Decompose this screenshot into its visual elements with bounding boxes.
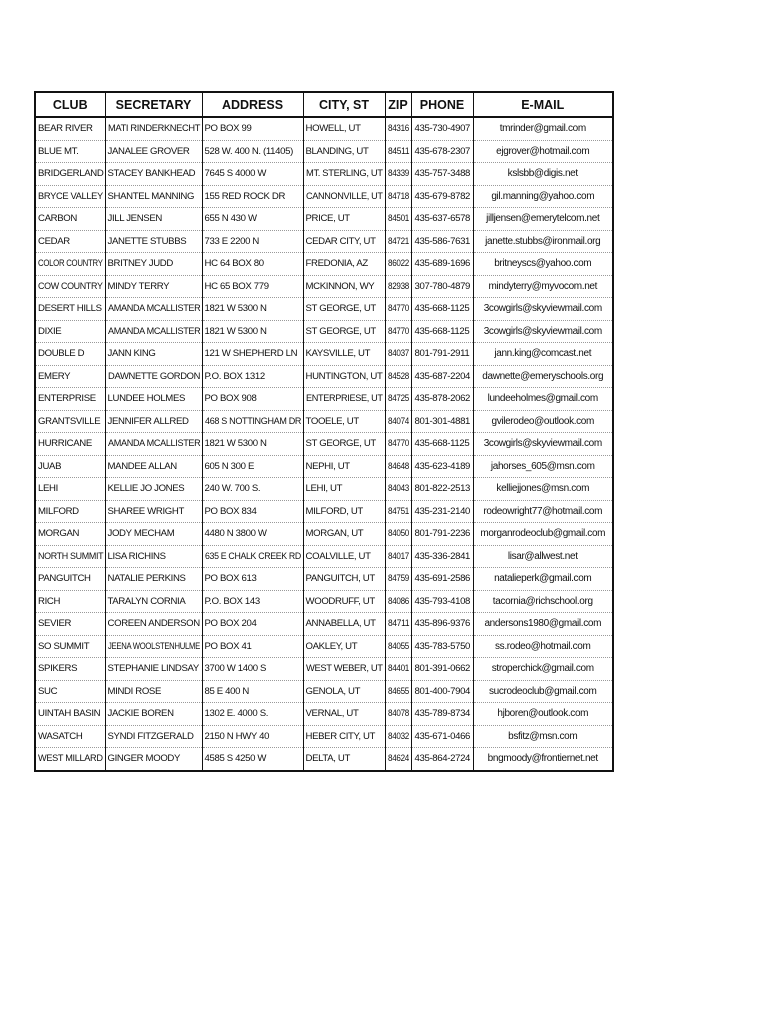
club-directory-table	[34, 91, 614, 772]
cell-club: BRYCE VALLEY	[35, 185, 105, 208]
cell-zip: 84511	[385, 140, 411, 163]
cell-email: 3cowgirls@skyviewmail.com	[473, 433, 613, 456]
cell-secretary: STEPHANIE LINDSAY	[105, 658, 202, 681]
cell-club: CEDAR	[35, 230, 105, 253]
cell-email: jann.king@comcast.net	[473, 343, 613, 366]
cell-email: ss.rodeo@hotmail.com	[473, 635, 613, 658]
cell-city-st: TOOELE, UT	[303, 410, 385, 433]
cell-address: 240 W. 700 S.	[202, 478, 303, 501]
cell-secretary: BRITNEY JUDD	[105, 253, 202, 276]
table-row	[35, 388, 613, 411]
cell-city-st: ST GEORGE, UT	[303, 320, 385, 343]
cell-club: SUC	[35, 680, 105, 703]
cell-address: 1821 W 5300 N	[202, 320, 303, 343]
cell-phone: 435-586-7631	[411, 230, 473, 253]
cell-zip: 84339	[385, 163, 411, 186]
table-row	[35, 590, 613, 613]
cell-phone: 435-789-8734	[411, 703, 473, 726]
cell-phone: 435-783-5750	[411, 635, 473, 658]
cell-phone: 435-671-0466	[411, 725, 473, 748]
cell-zip: 84017	[385, 545, 411, 568]
cell-email: rodeowright77@hotmail.com	[473, 500, 613, 523]
cell-city-st: LEHI, UT	[303, 478, 385, 501]
cell-secretary: SHAREE WRIGHT	[105, 500, 202, 523]
column-header-address: ADDRESS	[202, 92, 303, 117]
cell-zip: 84770	[385, 320, 411, 343]
cell-city-st: GENOLA, UT	[303, 680, 385, 703]
cell-club: HURRICANE	[35, 433, 105, 456]
table-row	[35, 635, 613, 658]
cell-city-st: CANNONVILLE, UT	[303, 185, 385, 208]
cell-club: SO SUMMIT	[35, 635, 105, 658]
cell-email: jilljensen@emerytelcom.net	[473, 208, 613, 231]
cell-secretary: JODY MECHAM	[105, 523, 202, 546]
cell-zip: 84086	[385, 590, 411, 613]
cell-zip: 84711	[385, 613, 411, 636]
table-row	[35, 140, 613, 163]
cell-secretary: JANETTE STUBBS	[105, 230, 202, 253]
cell-email: lisar@allwest.net	[473, 545, 613, 568]
cell-phone: 435-691-2586	[411, 568, 473, 591]
cell-secretary: MANDEE ALLAN	[105, 455, 202, 478]
table-row	[35, 298, 613, 321]
cell-phone: 801-822-2513	[411, 478, 473, 501]
cell-address: PO BOX 204	[202, 613, 303, 636]
cell-phone: 435-689-1696	[411, 253, 473, 276]
cell-zip: 84055	[385, 635, 411, 658]
cell-phone: 435-757-3488	[411, 163, 473, 186]
cell-secretary: JANN KING	[105, 343, 202, 366]
cell-email: morganrodeoclub@gmail.com	[473, 523, 613, 546]
cell-club: DESERT HILLS	[35, 298, 105, 321]
cell-secretary: MINDI ROSE	[105, 680, 202, 703]
table-row	[35, 185, 613, 208]
cell-address: P.O. BOX 1312	[202, 365, 303, 388]
cell-address: 635 E CHALK CREEK RD	[202, 545, 303, 568]
cell-zip: 84316	[385, 117, 411, 140]
cell-secretary: SHANTEL MANNING	[105, 185, 202, 208]
cell-address: 655 N 430 W	[202, 208, 303, 231]
table-row	[35, 163, 613, 186]
table-row	[35, 613, 613, 636]
cell-phone: 435-878-2062	[411, 388, 473, 411]
table-row	[35, 545, 613, 568]
table-row	[35, 703, 613, 726]
cell-secretary: TARALYN CORNIA	[105, 590, 202, 613]
cell-club: SEVIER	[35, 613, 105, 636]
cell-city-st: COALVILLE, UT	[303, 545, 385, 568]
cell-zip: 84648	[385, 455, 411, 478]
cell-phone: 801-301-4881	[411, 410, 473, 433]
table-row	[35, 658, 613, 681]
cell-address: 1821 W 5300 N	[202, 433, 303, 456]
cell-phone: 801-791-2911	[411, 343, 473, 366]
cell-secretary: SYNDI FITZGERALD	[105, 725, 202, 748]
cell-phone: 435-687-2204	[411, 365, 473, 388]
cell-club: BLUE MT.	[35, 140, 105, 163]
cell-address: P.O. BOX 143	[202, 590, 303, 613]
table-row	[35, 568, 613, 591]
cell-email: lundeeholmes@gmail.com	[473, 388, 613, 411]
column-header-email: E-MAIL	[473, 92, 613, 117]
cell-email: 3cowgirls@skyviewmail.com	[473, 298, 613, 321]
cell-secretary: DAWNETTE GORDON	[105, 365, 202, 388]
table-row	[35, 275, 613, 298]
cell-email: hjboren@outlook.com	[473, 703, 613, 726]
cell-club: EMERY	[35, 365, 105, 388]
table-header-row	[35, 92, 613, 117]
cell-zip: 84074	[385, 410, 411, 433]
cell-club: PANGUITCH	[35, 568, 105, 591]
cell-email: kslsbb@digis.net	[473, 163, 613, 186]
cell-club: NORTH SUMMIT	[35, 545, 105, 568]
cell-city-st: OAKLEY, UT	[303, 635, 385, 658]
cell-club: COLOR COUNTRY	[35, 253, 105, 276]
cell-email: ejgrover@hotmail.com	[473, 140, 613, 163]
cell-secretary: JEENA WOOLSTENHULME	[105, 635, 202, 658]
table-row	[35, 433, 613, 456]
table-row	[35, 725, 613, 748]
cell-zip: 86022	[385, 253, 411, 276]
cell-phone: 435-623-4189	[411, 455, 473, 478]
cell-address: 121 W SHEPHERD LN	[202, 343, 303, 366]
cell-phone: 801-791-2236	[411, 523, 473, 546]
cell-city-st: WEST WEBER, UT	[303, 658, 385, 681]
cell-city-st: MILFORD, UT	[303, 500, 385, 523]
cell-address: 1302 E. 4000 S.	[202, 703, 303, 726]
table-row	[35, 500, 613, 523]
club-directory-sheet	[34, 91, 612, 772]
cell-club: WASATCH	[35, 725, 105, 748]
cell-club: BEAR RIVER	[35, 117, 105, 140]
cell-address: 2150 N HWY 40	[202, 725, 303, 748]
cell-email: 3cowgirls@skyviewmail.com	[473, 320, 613, 343]
cell-secretary: MATI RINDERKNECHT	[105, 117, 202, 140]
cell-club: LEHI	[35, 478, 105, 501]
cell-address: 4585 S 4250 W	[202, 748, 303, 771]
cell-address: 155 RED ROCK DR	[202, 185, 303, 208]
cell-secretary: AMANDA MCALLISTER	[105, 320, 202, 343]
cell-email: sucrodeoclub@gmail.com	[473, 680, 613, 703]
table-row	[35, 680, 613, 703]
cell-email: britneyscs@yahoo.com	[473, 253, 613, 276]
cell-email: dawnette@emeryschools.org	[473, 365, 613, 388]
column-header-phone: PHONE	[411, 92, 473, 117]
cell-address: PO BOX 41	[202, 635, 303, 658]
cell-zip: 84718	[385, 185, 411, 208]
cell-secretary: NATALIE PERKINS	[105, 568, 202, 591]
cell-email: janette.stubbs@ironmail.org	[473, 230, 613, 253]
cell-phone: 435-668-1125	[411, 320, 473, 343]
cell-secretary: COREEN ANDERSON	[105, 613, 202, 636]
cell-club: BRIDGERLAND	[35, 163, 105, 186]
table-row	[35, 365, 613, 388]
cell-zip: 84770	[385, 433, 411, 456]
cell-club: MORGAN	[35, 523, 105, 546]
cell-zip: 84759	[385, 568, 411, 591]
cell-address: 85 E 400 N	[202, 680, 303, 703]
cell-city-st: HOWELL, UT	[303, 117, 385, 140]
cell-secretary: JENNIFER ALLRED	[105, 410, 202, 433]
cell-city-st: HUNTINGTON, UT	[303, 365, 385, 388]
table-row	[35, 343, 613, 366]
cell-city-st: DELTA, UT	[303, 748, 385, 771]
cell-city-st: PRICE, UT	[303, 208, 385, 231]
cell-phone: 801-400-7904	[411, 680, 473, 703]
cell-email: bsfitz@msn.com	[473, 725, 613, 748]
cell-zip: 84050	[385, 523, 411, 546]
table-row	[35, 230, 613, 253]
cell-zip: 84725	[385, 388, 411, 411]
cell-address: 605 N 300 E	[202, 455, 303, 478]
cell-secretary: KELLIE JO JONES	[105, 478, 202, 501]
cell-club: RICH	[35, 590, 105, 613]
cell-phone: 435-637-6578	[411, 208, 473, 231]
cell-address: PO BOX 834	[202, 500, 303, 523]
cell-email: gil.manning@yahoo.com	[473, 185, 613, 208]
cell-zip: 84037	[385, 343, 411, 366]
table-row	[35, 410, 613, 433]
cell-city-st: ST GEORGE, UT	[303, 298, 385, 321]
cell-phone: 307-780-4879	[411, 275, 473, 298]
cell-email: tmrinder@gmail.com	[473, 117, 613, 140]
cell-city-st: NEPHI, UT	[303, 455, 385, 478]
cell-club: GRANTSVILLE	[35, 410, 105, 433]
cell-city-st: VERNAL, UT	[303, 703, 385, 726]
cell-zip: 84401	[385, 658, 411, 681]
cell-email: natalieperk@gmail.com	[473, 568, 613, 591]
cell-address: 7645 S 4000 W	[202, 163, 303, 186]
cell-email: bngmoody@frontiernet.net	[473, 748, 613, 771]
cell-phone: 435-793-4108	[411, 590, 473, 613]
table-row	[35, 117, 613, 140]
cell-phone: 435-896-9376	[411, 613, 473, 636]
cell-phone: 435-679-8782	[411, 185, 473, 208]
cell-email: kelliejjones@msn.com	[473, 478, 613, 501]
cell-zip: 84043	[385, 478, 411, 501]
cell-zip: 84078	[385, 703, 411, 726]
cell-club: DIXIE	[35, 320, 105, 343]
table-row	[35, 748, 613, 771]
cell-club: CARBON	[35, 208, 105, 231]
cell-city-st: MT. STERLING, UT	[303, 163, 385, 186]
table-row	[35, 253, 613, 276]
column-header-secretary: SECRETARY	[105, 92, 202, 117]
cell-address: 3700 W 1400 S	[202, 658, 303, 681]
cell-city-st: FREDONIA, AZ	[303, 253, 385, 276]
cell-phone: 435-864-2724	[411, 748, 473, 771]
cell-secretary: AMANDA MCALLISTER	[105, 298, 202, 321]
cell-address: HC 64 BOX 80	[202, 253, 303, 276]
cell-city-st: MCKINNON, WY	[303, 275, 385, 298]
cell-club: UINTAH BASIN	[35, 703, 105, 726]
cell-secretary: JACKIE BOREN	[105, 703, 202, 726]
column-header-city-st: CITY, ST	[303, 92, 385, 117]
cell-secretary: AMANDA MCALLISTER	[105, 433, 202, 456]
cell-phone: 435-668-1125	[411, 433, 473, 456]
cell-email: tacornia@richschool.org	[473, 590, 613, 613]
cell-email: stroperchick@gmail.com	[473, 658, 613, 681]
cell-zip: 84624	[385, 748, 411, 771]
cell-city-st: HEBER CITY, UT	[303, 725, 385, 748]
cell-secretary: GINGER MOODY	[105, 748, 202, 771]
cell-city-st: CEDAR CITY, UT	[303, 230, 385, 253]
cell-secretary: STACEY BANKHEAD	[105, 163, 202, 186]
table-row	[35, 523, 613, 546]
cell-zip: 84032	[385, 725, 411, 748]
cell-zip: 84721	[385, 230, 411, 253]
cell-secretary: JILL JENSEN	[105, 208, 202, 231]
cell-secretary: LISA RICHINS	[105, 545, 202, 568]
cell-secretary: JANALEE GROVER	[105, 140, 202, 163]
cell-address: 1821 W 5300 N	[202, 298, 303, 321]
cell-address: 733 E 2200 N	[202, 230, 303, 253]
cell-phone: 801-391-0662	[411, 658, 473, 681]
cell-phone: 435-678-2307	[411, 140, 473, 163]
cell-club: COW COUNTRY	[35, 275, 105, 298]
cell-secretary: LUNDEE HOLMES	[105, 388, 202, 411]
cell-email: andersons1980@gmail.com	[473, 613, 613, 636]
cell-club: ENTERPRISE	[35, 388, 105, 411]
cell-club: WEST MILLARD	[35, 748, 105, 771]
cell-zip: 82938	[385, 275, 411, 298]
cell-city-st: KAYSVILLE, UT	[303, 343, 385, 366]
cell-zip: 84528	[385, 365, 411, 388]
cell-phone: 435-730-4907	[411, 117, 473, 140]
cell-zip: 84655	[385, 680, 411, 703]
table-row	[35, 455, 613, 478]
table-row	[35, 208, 613, 231]
cell-city-st: MORGAN, UT	[303, 523, 385, 546]
cell-zip: 84770	[385, 298, 411, 321]
cell-email: gvilerodeo@outlook.com	[473, 410, 613, 433]
column-header-zip: ZIP	[385, 92, 411, 117]
cell-secretary: MINDY TERRY	[105, 275, 202, 298]
cell-club: MILFORD	[35, 500, 105, 523]
cell-city-st: BLANDING, UT	[303, 140, 385, 163]
cell-city-st: PANGUITCH, UT	[303, 568, 385, 591]
cell-address: 4480 N 3800 W	[202, 523, 303, 546]
cell-address: 468 S NOTTINGHAM DR	[202, 410, 303, 433]
cell-email: jahorses_605@msn.com	[473, 455, 613, 478]
cell-city-st: ANNABELLA, UT	[303, 613, 385, 636]
cell-address: PO BOX 908	[202, 388, 303, 411]
cell-zip: 84501	[385, 208, 411, 231]
cell-city-st: ST GEORGE, UT	[303, 433, 385, 456]
column-header-club: CLUB	[35, 92, 105, 117]
cell-phone: 435-668-1125	[411, 298, 473, 321]
cell-address: PO BOX 99	[202, 117, 303, 140]
cell-address: 528 W. 400 N. (11405)	[202, 140, 303, 163]
cell-address: PO BOX 613	[202, 568, 303, 591]
table-row	[35, 320, 613, 343]
cell-phone: 435-336-2841	[411, 545, 473, 568]
cell-phone: 435-231-2140	[411, 500, 473, 523]
cell-zip: 84751	[385, 500, 411, 523]
cell-club: JUAB	[35, 455, 105, 478]
cell-city-st: WOODRUFF, UT	[303, 590, 385, 613]
table-row	[35, 478, 613, 501]
table-body	[35, 117, 613, 771]
cell-email: mindyterry@myvocom.net	[473, 275, 613, 298]
cell-club: DOUBLE D	[35, 343, 105, 366]
cell-address: HC 65 BOX 779	[202, 275, 303, 298]
cell-club: SPIKERS	[35, 658, 105, 681]
cell-city-st: ENTERPRIESE, UT	[303, 388, 385, 411]
